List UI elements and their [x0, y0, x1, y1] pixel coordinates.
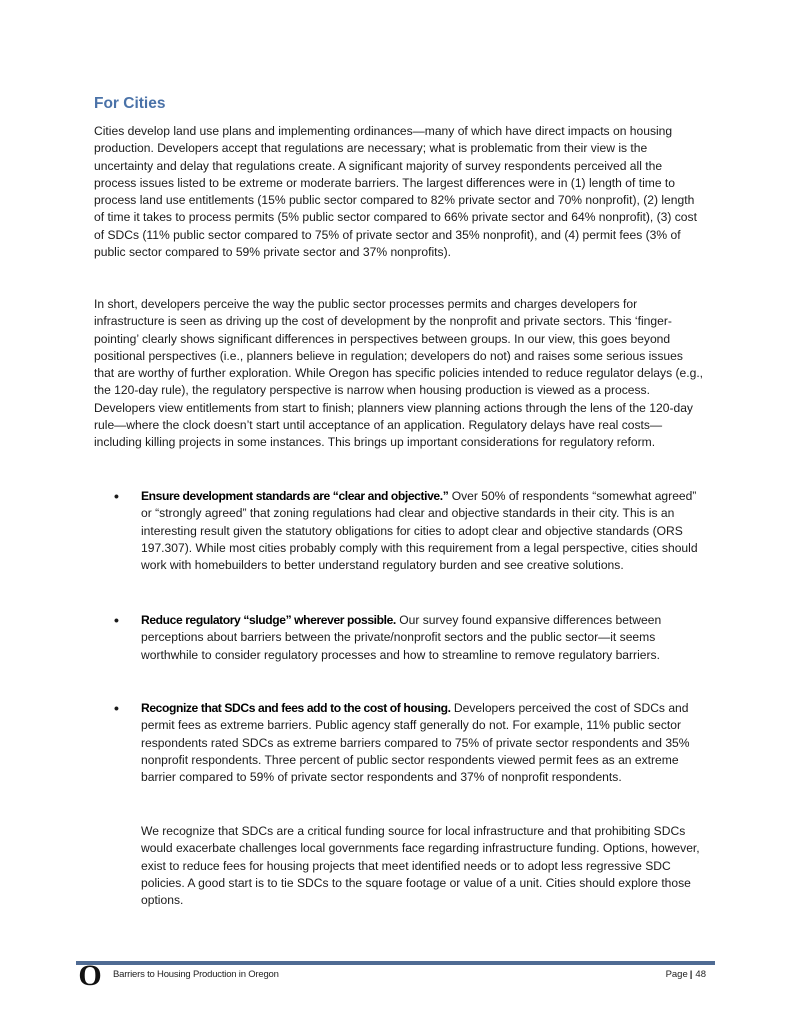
bullet-text	[141, 488, 706, 574]
footer-rule	[76, 961, 715, 965]
page-separator: |	[689, 969, 693, 980]
bullet-item-clear-objective	[114, 488, 706, 574]
paragraph-in-short: In short, developers perceive the way the public sector processes permits and charges developers for infrastructure is seen as driving up the cost of development by the nonprofit and private sectors. This ‘finger-pointing’ clearly shows significant differences in perspectives between groups. In our view, this goes beyond positional perspectives (i.e., planners believe in regulation; developers do not) and raises some serious issues that are worthy of further exploration. While Oregon has specific policies intended to reduce regulator delays (e.g., the 120-day rule), the regulatory perspective is narrow when housing production is viewed as a process. Developers view entitlements from start to finish; planners view planning actions through the lens of the 120-day rule—where the clock doesn’t start until acceptance of an application. Regulatory delays have real costs—including killing projects in some instances. This brings up important considerations for regulatory reform.	[94, 297, 704, 450]
bullet-body: Developers perceived the cost of SDCs and permit fees as extreme barriers. Public agency staff generally do not. For example, 11% public sector respondents rated SDCs as extreme barriers compared to 75% of private sector respondents and 35% nonprofit respondents. Three percent of public sector respondents viewed permit fees as an extreme barrier compared to 59% of private sector respondents and 37% of nonprofit respondents.	[141, 701, 690, 785]
bullet-item-sdcs-fees	[114, 700, 706, 786]
bullet-marker: •	[114, 612, 119, 628]
section-heading: For Cities	[94, 95, 166, 112]
bullet-lead: Reduce regulatory “sludge” wherever possible.	[141, 613, 396, 627]
bullet-body: Over 50% of respondents “somewhat agreed” or “strongly agreed” that zoning regulations had clear and objective standards in their city. This is an interesting result given the statutory obligations for cities to adopt clear and objective standards (ORS 197.307). While most cities probably comply with this requirement from a legal perspective, cities should work with homebuilders to better understand regulatory burden and see creative solutions.	[141, 489, 698, 573]
bullet-body: Our survey found expansive differences between perceptions about barriers between the private/nonprofit sectors and the public sector—it seems worthwhile to consider regulatory processes and how to streamline to remove regulatory barriers.	[141, 613, 662, 662]
bullet-lead: Recognize that SDCs and fees add to the cost of housing.	[141, 701, 451, 715]
paragraph-intro: Cities develop land use plans and implementing ordinances—many of which have direct impacts on housing production. Developers accept that regulations are necessary; what is problematic from their view is the uncertainty and delay that regulations create. A significant majority of survey respondents perceived all the process issues listed to be extreme or moderate barriers. The largest differences were in (1) length of time to process land use entitlements (15% public sector compared to 82% private sector and 70% nonprofit), (2) length of time it takes to process permits (5% public sector compared to 66% private sector and 64% nonprofit), (3) cost of SDCs (11% public sector compared to 75% of private sector and 35% nonprofit), and (4) permit fees (3% of public sector compared to 59% private sector and 37% nonprofits).	[94, 124, 697, 260]
bullet-text	[141, 612, 706, 664]
page-label: Page	[665, 969, 688, 980]
footer-document-title: Barriers to Housing Production in Oregon	[113, 969, 279, 980]
page-number: 48	[695, 969, 706, 980]
bullet-lead: Ensure development standards are “clear and objective.”	[141, 489, 449, 503]
university-logo-icon: O	[78, 959, 102, 992]
bullet-marker: •	[114, 488, 119, 504]
bullet-text	[141, 700, 706, 786]
footer-page-number	[666, 969, 706, 980]
bullet-marker: •	[114, 700, 119, 716]
bullet-item-reduce-sludge	[114, 612, 706, 664]
paragraph-sdc-recognition: We recognize that SDCs are a critical funding source for local infrastructure and that prohibiting SDCs would exacerbate challenges local governments face regarding infrastructure funding. Options, however, exist to reduce fees for housing projects that meet identified needs or to adopt less regressive SDC policies. A good start is to tie SDCs to the square footage or value of a unit. Cities should explore those options.	[141, 824, 700, 908]
